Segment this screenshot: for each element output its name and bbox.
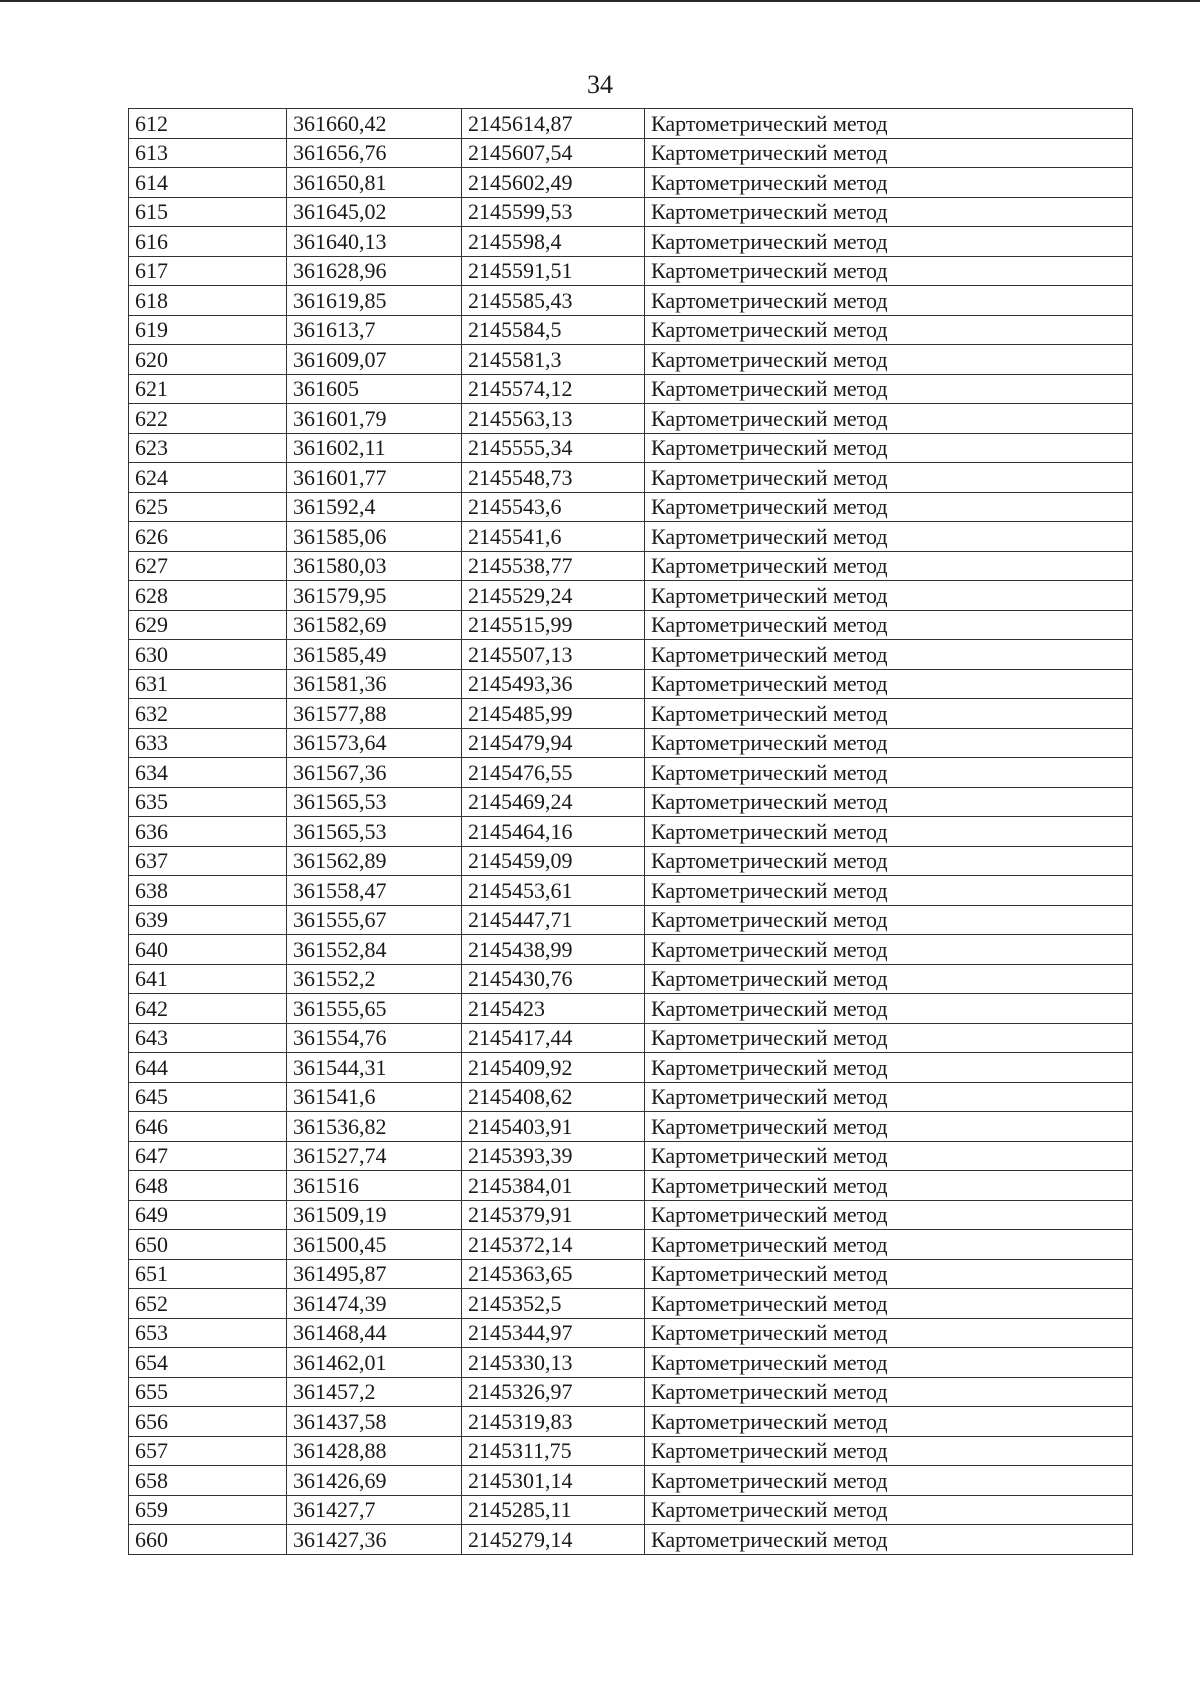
table-row xyxy=(129,876,1133,906)
coordinates-table-body xyxy=(129,109,1133,1555)
x-coordinate-cell: 361541,6 xyxy=(287,1082,462,1112)
table-row xyxy=(129,168,1133,198)
y-coordinate-cell: 2145464,16 xyxy=(462,817,645,847)
table-row xyxy=(129,787,1133,817)
point-number-cell: 612 xyxy=(129,109,287,139)
x-coordinate-cell: 361585,49 xyxy=(287,640,462,670)
table-row xyxy=(129,1407,1133,1437)
table-row xyxy=(129,640,1133,670)
x-coordinate-cell: 361565,53 xyxy=(287,787,462,817)
method-cell: Картометрический метод xyxy=(645,1230,1133,1260)
y-coordinate-cell: 2145574,12 xyxy=(462,374,645,404)
method-cell: Картометрический метод xyxy=(645,374,1133,404)
point-number-cell: 617 xyxy=(129,256,287,286)
point-number-cell: 646 xyxy=(129,1112,287,1142)
point-number-cell: 624 xyxy=(129,463,287,493)
method-cell: Картометрический метод xyxy=(645,286,1133,316)
y-coordinate-cell: 2145279,14 xyxy=(462,1525,645,1555)
point-number-cell: 632 xyxy=(129,699,287,729)
table-row xyxy=(129,1053,1133,1083)
method-cell: Картометрический метод xyxy=(645,315,1133,345)
point-number-cell: 652 xyxy=(129,1289,287,1319)
point-number-cell: 643 xyxy=(129,1023,287,1053)
table-row xyxy=(129,522,1133,552)
table-row xyxy=(129,315,1133,345)
table-row xyxy=(129,699,1133,729)
table-row xyxy=(129,551,1133,581)
point-number-cell: 656 xyxy=(129,1407,287,1437)
table-row xyxy=(129,256,1133,286)
x-coordinate-cell: 361645,02 xyxy=(287,197,462,227)
y-coordinate-cell: 2145541,6 xyxy=(462,522,645,552)
point-number-cell: 641 xyxy=(129,964,287,994)
y-coordinate-cell: 2145352,5 xyxy=(462,1289,645,1319)
point-number-cell: 630 xyxy=(129,640,287,670)
x-coordinate-cell: 361509,19 xyxy=(287,1200,462,1230)
table-row xyxy=(129,197,1133,227)
table-row xyxy=(129,1200,1133,1230)
x-coordinate-cell: 361609,07 xyxy=(287,345,462,375)
table-row xyxy=(129,1466,1133,1496)
x-coordinate-cell: 361602,11 xyxy=(287,433,462,463)
method-cell: Картометрический метод xyxy=(645,817,1133,847)
point-number-cell: 637 xyxy=(129,846,287,876)
method-cell: Картометрический метод xyxy=(645,846,1133,876)
method-cell: Картометрический метод xyxy=(645,109,1133,139)
x-coordinate-cell: 361527,74 xyxy=(287,1141,462,1171)
point-number-cell: 653 xyxy=(129,1318,287,1348)
x-coordinate-cell: 361428,88 xyxy=(287,1436,462,1466)
y-coordinate-cell: 2145430,76 xyxy=(462,964,645,994)
table-row xyxy=(129,138,1133,168)
x-coordinate-cell: 361660,42 xyxy=(287,109,462,139)
point-number-cell: 615 xyxy=(129,197,287,227)
page-top-border xyxy=(0,0,1200,2)
method-cell: Картометрический метод xyxy=(645,1525,1133,1555)
x-coordinate-cell: 361582,69 xyxy=(287,610,462,640)
table-row xyxy=(129,1289,1133,1319)
x-coordinate-cell: 361495,87 xyxy=(287,1259,462,1289)
x-coordinate-cell: 361565,53 xyxy=(287,817,462,847)
point-number-cell: 649 xyxy=(129,1200,287,1230)
point-number-cell: 650 xyxy=(129,1230,287,1260)
x-coordinate-cell: 361516 xyxy=(287,1171,462,1201)
table-row xyxy=(129,1495,1133,1525)
table-row xyxy=(129,1318,1133,1348)
point-number-cell: 614 xyxy=(129,168,287,198)
y-coordinate-cell: 2145555,34 xyxy=(462,433,645,463)
x-coordinate-cell: 361605 xyxy=(287,374,462,404)
point-number-cell: 618 xyxy=(129,286,287,316)
y-coordinate-cell: 2145384,01 xyxy=(462,1171,645,1201)
y-coordinate-cell: 2145453,61 xyxy=(462,876,645,906)
method-cell: Картометрический метод xyxy=(645,1053,1133,1083)
x-coordinate-cell: 361579,95 xyxy=(287,581,462,611)
method-cell: Картометрический метод xyxy=(645,433,1133,463)
method-cell: Картометрический метод xyxy=(645,1259,1133,1289)
y-coordinate-cell: 2145372,14 xyxy=(462,1230,645,1260)
point-number-cell: 619 xyxy=(129,315,287,345)
point-number-cell: 659 xyxy=(129,1495,287,1525)
x-coordinate-cell: 361558,47 xyxy=(287,876,462,906)
x-coordinate-cell: 361592,4 xyxy=(287,492,462,522)
table-row xyxy=(129,994,1133,1024)
method-cell: Картометрический метод xyxy=(645,758,1133,788)
x-coordinate-cell: 361457,2 xyxy=(287,1377,462,1407)
x-coordinate-cell: 361426,69 xyxy=(287,1466,462,1496)
y-coordinate-cell: 2145319,83 xyxy=(462,1407,645,1437)
table-row xyxy=(129,492,1133,522)
table-row xyxy=(129,1436,1133,1466)
y-coordinate-cell: 2145330,13 xyxy=(462,1348,645,1378)
method-cell: Картометрический метод xyxy=(645,728,1133,758)
point-number-cell: 660 xyxy=(129,1525,287,1555)
method-cell: Картометрический метод xyxy=(645,699,1133,729)
x-coordinate-cell: 361580,03 xyxy=(287,551,462,581)
point-number-cell: 645 xyxy=(129,1082,287,1112)
point-number-cell: 651 xyxy=(129,1259,287,1289)
table-row xyxy=(129,817,1133,847)
table-row xyxy=(129,964,1133,994)
table-row xyxy=(129,374,1133,404)
x-coordinate-cell: 361562,89 xyxy=(287,846,462,876)
method-cell: Картометрический метод xyxy=(645,492,1133,522)
x-coordinate-cell: 361567,36 xyxy=(287,758,462,788)
y-coordinate-cell: 2145438,99 xyxy=(462,935,645,965)
y-coordinate-cell: 2145285,11 xyxy=(462,1495,645,1525)
y-coordinate-cell: 2145479,94 xyxy=(462,728,645,758)
method-cell: Картометрический метод xyxy=(645,168,1133,198)
table-row xyxy=(129,404,1133,434)
x-coordinate-cell: 361552,84 xyxy=(287,935,462,965)
point-number-cell: 644 xyxy=(129,1053,287,1083)
y-coordinate-cell: 2145326,97 xyxy=(462,1377,645,1407)
point-number-cell: 621 xyxy=(129,374,287,404)
point-number-cell: 620 xyxy=(129,345,287,375)
x-coordinate-cell: 361613,7 xyxy=(287,315,462,345)
method-cell: Картометрический метод xyxy=(645,551,1133,581)
y-coordinate-cell: 2145563,13 xyxy=(462,404,645,434)
table-row xyxy=(129,846,1133,876)
point-number-cell: 658 xyxy=(129,1466,287,1496)
method-cell: Картометрический метод xyxy=(645,1495,1133,1525)
method-cell: Картометрический метод xyxy=(645,404,1133,434)
x-coordinate-cell: 361544,31 xyxy=(287,1053,462,1083)
y-coordinate-cell: 2145548,73 xyxy=(462,463,645,493)
table-row xyxy=(129,758,1133,788)
x-coordinate-cell: 361577,88 xyxy=(287,699,462,729)
table-row xyxy=(129,610,1133,640)
x-coordinate-cell: 361601,77 xyxy=(287,463,462,493)
y-coordinate-cell: 2145311,75 xyxy=(462,1436,645,1466)
method-cell: Картометрический метод xyxy=(645,935,1133,965)
x-coordinate-cell: 361427,36 xyxy=(287,1525,462,1555)
x-coordinate-cell: 361552,2 xyxy=(287,964,462,994)
method-cell: Картометрический метод xyxy=(645,522,1133,552)
table-row xyxy=(129,935,1133,965)
x-coordinate-cell: 361427,7 xyxy=(287,1495,462,1525)
point-number-cell: 640 xyxy=(129,935,287,965)
table-row xyxy=(129,109,1133,139)
table-row xyxy=(129,905,1133,935)
table-row xyxy=(129,433,1133,463)
y-coordinate-cell: 2145476,55 xyxy=(462,758,645,788)
y-coordinate-cell: 2145485,99 xyxy=(462,699,645,729)
point-number-cell: 642 xyxy=(129,994,287,1024)
y-coordinate-cell: 2145538,77 xyxy=(462,551,645,581)
x-coordinate-cell: 361468,44 xyxy=(287,1318,462,1348)
point-number-cell: 628 xyxy=(129,581,287,611)
y-coordinate-cell: 2145515,99 xyxy=(462,610,645,640)
point-number-cell: 638 xyxy=(129,876,287,906)
y-coordinate-cell: 2145379,91 xyxy=(462,1200,645,1230)
point-number-cell: 623 xyxy=(129,433,287,463)
x-coordinate-cell: 361536,82 xyxy=(287,1112,462,1142)
y-coordinate-cell: 2145607,54 xyxy=(462,138,645,168)
x-coordinate-cell: 361619,85 xyxy=(287,286,462,316)
table-row xyxy=(129,1112,1133,1142)
x-coordinate-cell: 361437,58 xyxy=(287,1407,462,1437)
method-cell: Картометрический метод xyxy=(645,640,1133,670)
method-cell: Картометрический метод xyxy=(645,1436,1133,1466)
table-row xyxy=(129,227,1133,257)
x-coordinate-cell: 361585,06 xyxy=(287,522,462,552)
coordinates-table xyxy=(128,108,1133,1555)
point-number-cell: 635 xyxy=(129,787,287,817)
point-number-cell: 657 xyxy=(129,1436,287,1466)
point-number-cell: 622 xyxy=(129,404,287,434)
point-number-cell: 633 xyxy=(129,728,287,758)
table-row xyxy=(129,669,1133,699)
y-coordinate-cell: 2145469,24 xyxy=(462,787,645,817)
point-number-cell: 634 xyxy=(129,758,287,788)
point-number-cell: 655 xyxy=(129,1377,287,1407)
y-coordinate-cell: 2145543,6 xyxy=(462,492,645,522)
x-coordinate-cell: 361581,36 xyxy=(287,669,462,699)
method-cell: Картометрический метод xyxy=(645,1171,1133,1201)
y-coordinate-cell: 2145529,24 xyxy=(462,581,645,611)
y-coordinate-cell: 2145447,71 xyxy=(462,905,645,935)
method-cell: Картометрический метод xyxy=(645,787,1133,817)
point-number-cell: 639 xyxy=(129,905,287,935)
method-cell: Картометрический метод xyxy=(645,905,1133,935)
table-row xyxy=(129,1023,1133,1053)
method-cell: Картометрический метод xyxy=(645,1348,1133,1378)
x-coordinate-cell: 361573,64 xyxy=(287,728,462,758)
point-number-cell: 631 xyxy=(129,669,287,699)
table-row xyxy=(129,1259,1133,1289)
y-coordinate-cell: 2145584,5 xyxy=(462,315,645,345)
y-coordinate-cell: 2145403,91 xyxy=(462,1112,645,1142)
x-coordinate-cell: 361601,79 xyxy=(287,404,462,434)
table-row xyxy=(129,728,1133,758)
method-cell: Картометрический метод xyxy=(645,197,1133,227)
method-cell: Картометрический метод xyxy=(645,1023,1133,1053)
y-coordinate-cell: 2145507,13 xyxy=(462,640,645,670)
y-coordinate-cell: 2145599,53 xyxy=(462,197,645,227)
method-cell: Картометрический метод xyxy=(645,463,1133,493)
page-number: 34 xyxy=(587,70,613,99)
y-coordinate-cell: 2145423 xyxy=(462,994,645,1024)
method-cell: Картометрический метод xyxy=(645,876,1133,906)
point-number-cell: 627 xyxy=(129,551,287,581)
y-coordinate-cell: 2145493,36 xyxy=(462,669,645,699)
table-row xyxy=(129,286,1133,316)
method-cell: Картометрический метод xyxy=(645,581,1133,611)
method-cell: Картометрический метод xyxy=(645,1377,1133,1407)
method-cell: Картометрический метод xyxy=(645,610,1133,640)
method-cell: Картометрический метод xyxy=(645,256,1133,286)
point-number-cell: 654 xyxy=(129,1348,287,1378)
method-cell: Картометрический метод xyxy=(645,964,1133,994)
method-cell: Картометрический метод xyxy=(645,138,1133,168)
point-number-cell: 647 xyxy=(129,1141,287,1171)
y-coordinate-cell: 2145614,87 xyxy=(462,109,645,139)
x-coordinate-cell: 361628,96 xyxy=(287,256,462,286)
table-row xyxy=(129,345,1133,375)
y-coordinate-cell: 2145408,62 xyxy=(462,1082,645,1112)
x-coordinate-cell: 361640,13 xyxy=(287,227,462,257)
method-cell: Картометрический метод xyxy=(645,1141,1133,1171)
point-number-cell: 616 xyxy=(129,227,287,257)
y-coordinate-cell: 2145459,09 xyxy=(462,846,645,876)
method-cell: Картометрический метод xyxy=(645,227,1133,257)
y-coordinate-cell: 2145591,51 xyxy=(462,256,645,286)
y-coordinate-cell: 2145602,49 xyxy=(462,168,645,198)
x-coordinate-cell: 361650,81 xyxy=(287,168,462,198)
y-coordinate-cell: 2145417,44 xyxy=(462,1023,645,1053)
table-row xyxy=(129,1230,1133,1260)
table-row xyxy=(129,463,1133,493)
x-coordinate-cell: 361555,67 xyxy=(287,905,462,935)
point-number-cell: 625 xyxy=(129,492,287,522)
method-cell: Картометрический метод xyxy=(645,669,1133,699)
method-cell: Картометрический метод xyxy=(645,1318,1133,1348)
table-row xyxy=(129,581,1133,611)
point-number-cell: 648 xyxy=(129,1171,287,1201)
x-coordinate-cell: 361500,45 xyxy=(287,1230,462,1260)
method-cell: Картометрический метод xyxy=(645,345,1133,375)
method-cell: Картометрический метод xyxy=(645,1407,1133,1437)
y-coordinate-cell: 2145301,14 xyxy=(462,1466,645,1496)
method-cell: Картометрический метод xyxy=(645,1200,1133,1230)
method-cell: Картометрический метод xyxy=(645,1289,1133,1319)
table-row xyxy=(129,1377,1133,1407)
x-coordinate-cell: 361555,65 xyxy=(287,994,462,1024)
x-coordinate-cell: 361554,76 xyxy=(287,1023,462,1053)
table-row xyxy=(129,1348,1133,1378)
y-coordinate-cell: 2145598,4 xyxy=(462,227,645,257)
y-coordinate-cell: 2145409,92 xyxy=(462,1053,645,1083)
table-row xyxy=(129,1141,1133,1171)
y-coordinate-cell: 2145363,65 xyxy=(462,1259,645,1289)
x-coordinate-cell: 361462,01 xyxy=(287,1348,462,1378)
method-cell: Картометрический метод xyxy=(645,1082,1133,1112)
table-row xyxy=(129,1171,1133,1201)
method-cell: Картометрический метод xyxy=(645,994,1133,1024)
point-number-cell: 613 xyxy=(129,138,287,168)
table-row xyxy=(129,1525,1133,1555)
x-coordinate-cell: 361474,39 xyxy=(287,1289,462,1319)
y-coordinate-cell: 2145585,43 xyxy=(462,286,645,316)
y-coordinate-cell: 2145393,39 xyxy=(462,1141,645,1171)
table-row xyxy=(129,1082,1133,1112)
method-cell: Картометрический метод xyxy=(645,1466,1133,1496)
point-number-cell: 626 xyxy=(129,522,287,552)
point-number-cell: 636 xyxy=(129,817,287,847)
y-coordinate-cell: 2145581,3 xyxy=(462,345,645,375)
method-cell: Картометрический метод xyxy=(645,1112,1133,1142)
y-coordinate-cell: 2145344,97 xyxy=(462,1318,645,1348)
x-coordinate-cell: 361656,76 xyxy=(287,138,462,168)
point-number-cell: 629 xyxy=(129,610,287,640)
